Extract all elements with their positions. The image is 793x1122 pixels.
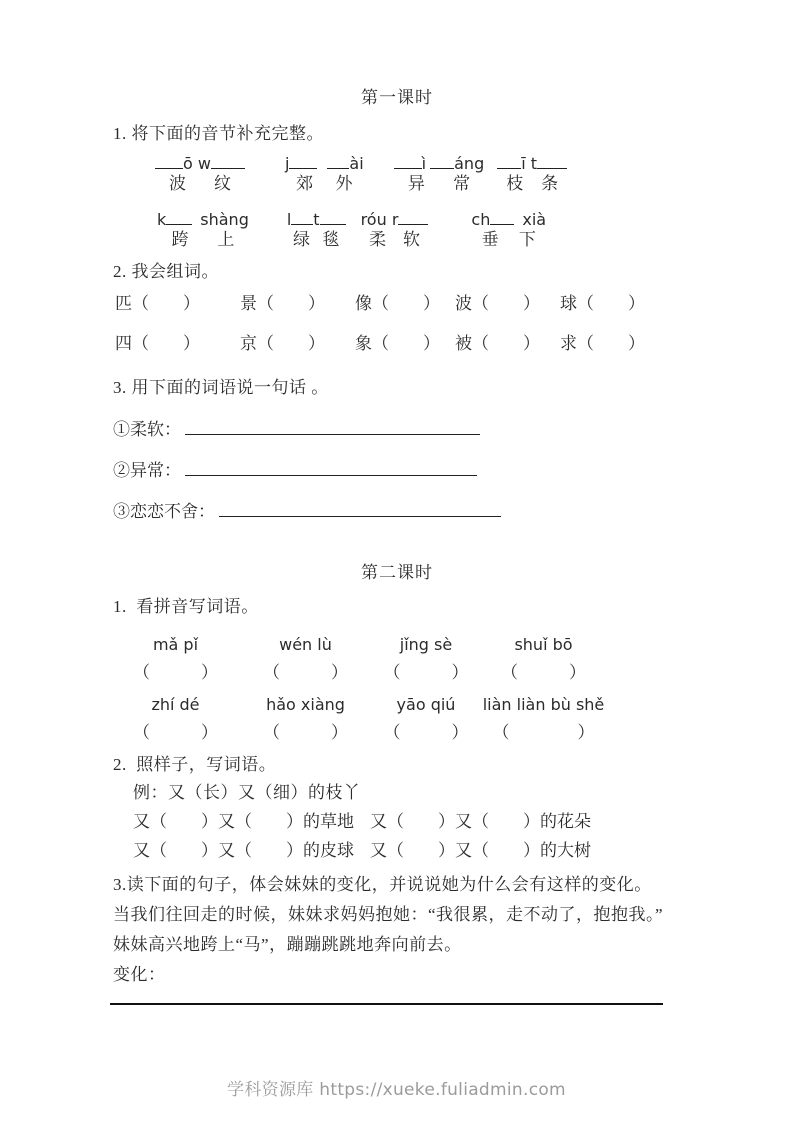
pinyin-text: l xyxy=(286,210,292,229)
pinyin-word-row-2 xyxy=(113,695,733,743)
pattern-row xyxy=(113,841,733,861)
pinyin-blank xyxy=(398,210,428,225)
pinyin-word: jǐng sè xyxy=(399,635,453,654)
hanzi-char: 下 xyxy=(518,230,536,249)
pinyin-word: hǎo xiàng xyxy=(266,695,345,714)
pinyin-text: ī t xyxy=(521,154,538,173)
pinyin-blank xyxy=(490,210,514,225)
syllable-group xyxy=(471,210,546,250)
pinyin-blank xyxy=(291,210,313,225)
pinyin-text: áng xyxy=(454,154,485,173)
answer-parens: （ ） xyxy=(263,723,348,742)
hanzi-char: 垂 xyxy=(481,230,499,249)
pinyin-word: shuǐ bō xyxy=(514,635,573,654)
hanzi-char: 上 xyxy=(217,230,235,249)
pinyin-line xyxy=(471,210,546,230)
pinyin-word-cell xyxy=(248,695,363,743)
sentence-word-label: ②异常： xyxy=(113,461,181,480)
word-formation-item: 波（ ） xyxy=(455,294,540,313)
word-formation-item: 像（ ） xyxy=(355,294,440,313)
pinyin-line xyxy=(157,210,249,230)
pinyin-line xyxy=(394,154,485,174)
word-formation-item: 京（ ） xyxy=(240,334,325,353)
word-formation-item: 球（ ） xyxy=(560,294,645,313)
hanzi-chars xyxy=(471,230,546,250)
pinyin-word: yāo qiú xyxy=(396,695,456,714)
pinyin-word-cell xyxy=(118,635,233,683)
syllable-group xyxy=(497,154,567,194)
hanzi-char: 毯 xyxy=(322,230,340,249)
lesson2-q1-label: 1. 看拼音写词语。 xyxy=(113,597,259,616)
hanzi-chars xyxy=(361,230,429,250)
answer-parens: （ ） xyxy=(133,663,218,682)
word-formation-item: 景（ ） xyxy=(240,294,325,313)
answer-parens: （ ） xyxy=(263,663,348,682)
pinyin-text: xià xyxy=(522,210,547,229)
pinyin-blank xyxy=(289,154,317,169)
reading-sentence-2: 妹妹高兴地跨上“马”，蹦蹦跳跳地奔向前去。 xyxy=(113,935,462,954)
answer-blank-line xyxy=(185,459,477,476)
pinyin-blank xyxy=(537,154,567,169)
sentence-prompt xyxy=(113,500,733,523)
answer-rule-line xyxy=(110,1003,663,1005)
pinyin-text: ì xyxy=(421,154,427,173)
footer-text: 学科资源库 https://xueke.fuliadmin.com xyxy=(227,1080,566,1100)
word-formation-row-2 xyxy=(113,334,733,354)
pinyin-line xyxy=(155,154,245,174)
lesson1-q2-label: 2. 我会组词。 xyxy=(113,262,219,281)
syllable-group xyxy=(157,210,249,250)
pinyin-blank xyxy=(394,154,422,169)
lesson1-q3-label: 3. 用下面的词语说一句话 。 xyxy=(113,378,329,397)
pinyin-blank xyxy=(327,154,349,169)
hanzi-char: 柔 xyxy=(369,230,387,249)
hanzi-chars xyxy=(285,174,364,194)
pattern-row xyxy=(113,812,733,832)
lesson-1-title: 第一课时 xyxy=(361,88,433,107)
pinyin-word-cell xyxy=(118,695,233,743)
pinyin-word-cell xyxy=(248,635,363,683)
pinyin-blank xyxy=(497,154,521,169)
pinyin-word-cell xyxy=(371,635,481,683)
hanzi-char: 异 xyxy=(407,174,425,193)
pinyin-blank xyxy=(211,154,245,169)
pinyin-blank xyxy=(430,154,454,169)
pinyin-word-row-1 xyxy=(113,635,733,683)
pinyin-text: shàng xyxy=(200,210,249,229)
lesson2-q2-label: 2. 照样子，写词语。 xyxy=(113,755,277,774)
hanzi-char: 软 xyxy=(402,230,420,249)
syllable-row-1 xyxy=(113,154,733,194)
answer-parens: （ ） xyxy=(383,663,469,682)
hanzi-char: 波 xyxy=(168,174,186,193)
pinyin-text: ō w xyxy=(183,154,211,173)
syllable-group xyxy=(285,154,364,194)
pinyin-word-grid-row xyxy=(113,635,733,683)
answer-parens: （ ） xyxy=(133,723,218,742)
pinyin-line xyxy=(285,154,364,174)
answer-parens: （ ） xyxy=(383,723,469,742)
pinyin-word-cell xyxy=(371,695,481,743)
hanzi-chars xyxy=(497,174,567,194)
pinyin-word-grid-row xyxy=(113,695,733,743)
pinyin-text: ài xyxy=(349,154,364,173)
hanzi-chars xyxy=(155,174,245,194)
pinyin-word: mǎ pǐ xyxy=(152,635,199,654)
pinyin-text: ch xyxy=(471,210,491,229)
word-pattern-item: 又（ ）又（ ）的皮球 xyxy=(133,841,354,860)
hanzi-chars xyxy=(394,174,485,194)
pinyin-word: wén lù xyxy=(279,635,332,654)
hanzi-char: 外 xyxy=(335,174,353,193)
pinyin-text: róu r xyxy=(360,210,399,229)
sentence-word-label: ①柔软： xyxy=(113,420,181,439)
word-formation-item: 象（ ） xyxy=(355,334,440,353)
pinyin-line xyxy=(361,210,429,230)
hanzi-char: 常 xyxy=(453,174,471,193)
word-formation-item: 被（ ） xyxy=(455,334,540,353)
syllable-group xyxy=(394,154,485,194)
answer-parens: （ ） xyxy=(501,663,586,682)
hanzi-char: 枝 xyxy=(506,174,524,193)
syllable-row-2 xyxy=(113,210,733,250)
lesson1-q1-label: 1. 将下面的音节补充完整。 xyxy=(113,124,324,143)
answer-label: 变化： xyxy=(113,965,166,984)
word-formation-item: 匹（ ） xyxy=(115,294,200,313)
syllable-group xyxy=(361,210,429,250)
lesson2-q3-label: 3.读下面的句子，体会妹妹的变化，并说说她为什么会有这样的变化。 xyxy=(113,875,652,894)
pattern-rows xyxy=(113,812,733,861)
pinyin-line xyxy=(287,210,346,230)
hanzi-char: 绿 xyxy=(293,230,311,249)
pinyin-word: liàn liàn bù shě xyxy=(482,695,605,714)
pinyin-blank xyxy=(166,210,192,225)
answer-blank-line xyxy=(219,500,501,517)
hanzi-char: 郊 xyxy=(296,174,314,193)
syllable-group xyxy=(155,154,245,194)
sentence-word-label: ③恋恋不舍： xyxy=(113,502,215,521)
syllable-group xyxy=(287,210,346,250)
answer-blank-line xyxy=(185,418,480,435)
hanzi-char: 条 xyxy=(541,174,559,193)
word-formation-item: 四（ ） xyxy=(115,334,200,353)
answer-parens: （ ） xyxy=(492,723,595,742)
spacer xyxy=(317,168,327,169)
hanzi-char: 跨 xyxy=(171,230,189,249)
pinyin-blank xyxy=(320,210,346,225)
word-pattern-item: 又（ ）又（ ）的花朵 xyxy=(370,812,591,831)
pinyin-word-cell xyxy=(476,635,611,683)
reading-sentence-1: 当我们往回走的时候，妹妹求妈妈抱她：“我很累，走不动了，抱抱我。” xyxy=(113,905,664,924)
pinyin-text: k xyxy=(157,210,167,229)
pinyin-line xyxy=(497,154,567,174)
word-formation-row-1 xyxy=(113,294,733,314)
hanzi-chars xyxy=(157,230,249,250)
pinyin-text: t xyxy=(313,210,320,229)
word-pattern-item: 又（ ）又（ ）的草地 xyxy=(133,812,354,831)
pinyin-blank xyxy=(155,154,183,169)
sentence-prompt xyxy=(113,418,733,441)
sentence-blank-list xyxy=(113,418,733,523)
lesson-2-title: 第二课时 xyxy=(361,563,433,582)
hanzi-chars xyxy=(287,230,346,250)
hanzi-char: 纹 xyxy=(213,174,231,193)
sentence-prompt xyxy=(113,459,733,482)
pinyin-word: zhí dé xyxy=(151,695,200,714)
pattern-example: 例：又（长）又（细）的枝丫 xyxy=(133,783,361,802)
word-pattern-item: 又（ ）又（ ）的大树 xyxy=(370,841,591,860)
word-formation-item: 求（ ） xyxy=(560,334,645,353)
pinyin-word-cell xyxy=(476,695,611,743)
pinyin-text: j xyxy=(284,154,290,173)
